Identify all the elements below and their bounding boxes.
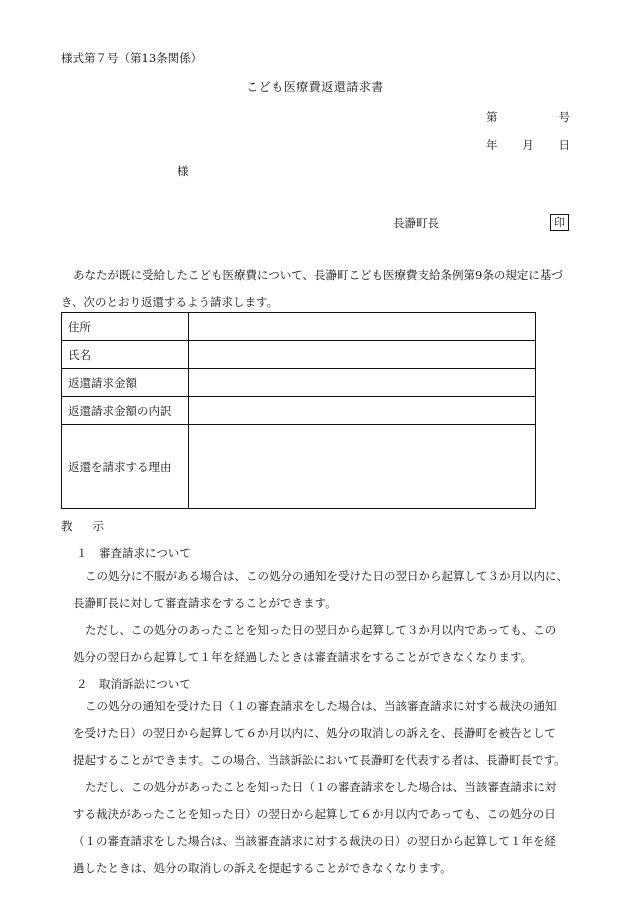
notice-heading — [61, 518, 104, 534]
form-number: 様式第７号（第13条関係） — [61, 51, 203, 65]
section2-title: ２ 取消訴訟について — [76, 677, 191, 691]
date-day: 日 — [558, 138, 570, 152]
addressee-suffix: 様 — [177, 164, 189, 178]
table-label-reason: 返還を請求する理由 — [62, 425, 189, 509]
table-value-amount[interactable] — [189, 369, 536, 397]
table-label-breakdown: 返還請求金額の内訳 — [62, 397, 189, 425]
table-row — [62, 369, 536, 397]
intro-paragraph — [61, 262, 569, 316]
section1-line-4: 処分の翌日から起算して１年を経過したときは審査請求をすることができなくなります。 — [73, 650, 533, 664]
notice-heading-1: 教 — [61, 519, 73, 533]
section2-line-6: （１の審査請求をした場合は、当該審査請求に対する裁決の日）の翌日から起算して１年を経 — [73, 834, 556, 848]
date-row — [486, 137, 570, 153]
section1-title: １ 審査請求について — [76, 546, 191, 560]
issuer-name: 長瀞町長 — [393, 216, 439, 230]
number-label-go: 号 — [558, 110, 570, 124]
notice-heading-2: 示 — [92, 519, 104, 533]
section1-body — [61, 563, 573, 671]
table-row — [62, 341, 536, 369]
document-number-row — [486, 109, 570, 125]
table-row — [62, 397, 536, 425]
table-value-reason[interactable] — [189, 425, 536, 509]
section2-body — [61, 693, 573, 882]
table-row — [62, 313, 536, 341]
date-month: 月 — [522, 138, 534, 152]
section1-line-3: ただし、この処分のあったことを知った日の翌日から起算して３か月以内であっても、この — [85, 623, 557, 637]
number-label-dai: 第 — [486, 110, 498, 124]
seal-mark: 印 — [550, 214, 569, 231]
section2-line-1: この処分の通知を受けた日（１の審査請求をした場合は、当該審査請求に対する裁決の通知 — [85, 699, 557, 713]
section1-line-2: 長瀞町長に対して審査請求をすることができます。 — [73, 596, 337, 610]
section2-line-4: ただし、この処分があったことを知った日（１の審査請求をした場合は、当該審査請求に対 — [85, 780, 557, 794]
section2-line-5: する裁決があったことを知った日）の翌日から起算して６か月以内であっても、この処分の日 — [73, 807, 556, 821]
table-label-address: 住所 — [62, 313, 189, 341]
table-value-breakdown[interactable] — [189, 397, 536, 425]
request-info-table — [61, 312, 536, 509]
section2-line-2: を受けた日）の翌日から起算して６か月以内に、処分の取消しの訴えを、長瀞町を被告として — [73, 726, 556, 740]
section2-line-3: 提起することができます。この場合、当該訴訟において長瀞町を代表する者は、長瀞町長です。 — [73, 753, 566, 767]
table-value-name[interactable] — [189, 341, 536, 369]
document-title: こども医療費返還請求書 — [246, 80, 384, 94]
date-year: 年 — [486, 138, 498, 152]
table-row — [62, 425, 536, 509]
section2-line-7: 過したときは、処分の取消しの訴えを提起することができなくなります。 — [73, 861, 452, 875]
table-value-address[interactable] — [189, 313, 536, 341]
intro-line-2: き、次のとおり返還するよう請求します。 — [61, 295, 279, 309]
table-label-amount: 返還請求金額 — [62, 369, 189, 397]
table-label-name: 氏名 — [62, 341, 189, 369]
intro-line-1: あなたが既に受給したこども医療費について、長瀞町こども医療費支給条例第9条の規定に基づ — [73, 268, 563, 282]
section1-line-1: この処分に不服がある場合は、この処分の通知を受けた日の翌日から起算して３か月以内に、 — [85, 569, 568, 583]
